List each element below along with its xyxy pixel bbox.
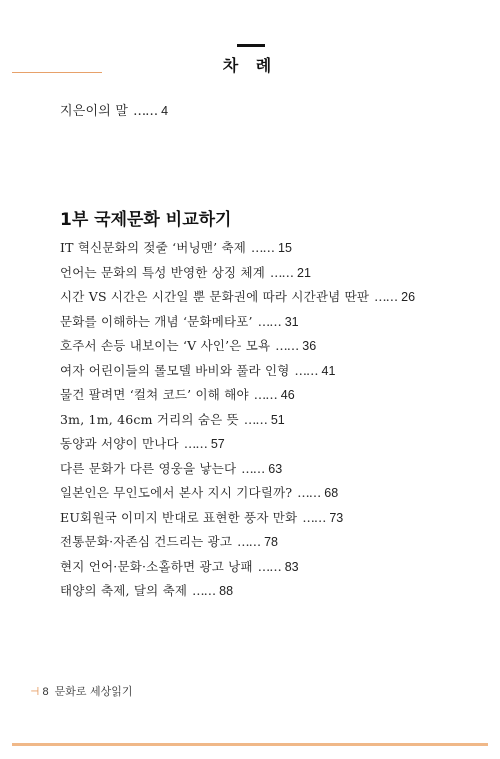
toc-entry-title: 다른 문화가 다른 영웅을 낳는다 (60, 460, 237, 476)
toc-entry-title: 언어는 문화의 특성 반영한 상징 체계 (60, 264, 265, 280)
leader-dots: …… (243, 411, 267, 427)
toc-entry-page: 68 (324, 486, 339, 500)
leader-dots: …… (241, 460, 265, 476)
page-title: 차 례 (222, 56, 278, 75)
toc-entry-page: 88 (219, 584, 234, 598)
toc-entry[interactable] (60, 410, 415, 435)
toc-entry-title: 태양의 축제, 달의 축제 (60, 583, 188, 598)
toc-entry-page: 73 (329, 510, 344, 525)
preface-page-number: 4 (161, 104, 169, 118)
toc-list (60, 238, 415, 606)
toc-entry-page: 31 (284, 314, 299, 329)
toc-entry-page: 83 (284, 559, 299, 574)
toc-entry[interactable] (60, 312, 415, 337)
toc-entry[interactable] (60, 581, 415, 606)
part-title: 1부 국제문화 비교하기 (60, 210, 232, 230)
footer-book-title: 문화로 세상읽기 (54, 685, 133, 698)
toc-entry[interactable] (60, 336, 415, 361)
footer-mark: ⊣ (30, 685, 40, 698)
leader-dots: …… (253, 387, 277, 402)
preface-title: 지은이의 말 (60, 104, 129, 119)
toc-entry-page: 36 (302, 339, 317, 353)
page-footer (30, 683, 132, 699)
toc-entry-page: 51 (270, 412, 285, 427)
toc-entry-title: 일본인은 무인도에서 본사 지시 기다릴까? (60, 485, 293, 500)
toc-entry[interactable] (60, 385, 415, 410)
toc-entry-page: 15 (278, 241, 292, 255)
leader-dots: …… (294, 362, 318, 378)
leader-dots: …… (237, 534, 261, 549)
leader-dots: …… (297, 485, 321, 500)
leader-dots: …… (192, 583, 216, 598)
leader-dots: …… (133, 104, 158, 119)
toc-entry[interactable] (60, 287, 415, 312)
toc-entry-page: 41 (321, 363, 336, 378)
toc-entry[interactable] (60, 361, 415, 386)
toc-entry-page: 21 (297, 265, 311, 280)
toc-entry-page: 63 (268, 461, 283, 476)
leader-dots: …… (257, 558, 281, 574)
toc-entry[interactable] (60, 434, 415, 459)
toc-entry-page: 26 (401, 290, 416, 304)
toc-entry[interactable] (60, 557, 415, 582)
leader-dots: …… (275, 338, 299, 353)
toc-entry-title: 문화를 이해하는 개념 ‘문화메타포’ (60, 313, 253, 329)
toc-entry-title: IT 혁신문화의 젖줄 ‘버닝맨’ 축제 (60, 240, 247, 255)
toc-entry-page: 46 (280, 388, 295, 402)
toc-entry[interactable] (60, 238, 415, 263)
toc-entry-title: EU회원국 이미지 반대로 표현한 풍자 만화 (60, 509, 298, 525)
toc-entry[interactable] (60, 263, 415, 288)
toc-entry[interactable] (60, 508, 415, 533)
toc-entry-page: 78 (264, 535, 279, 549)
toc-entry-title: 시간 VS 시간은 시간일 뿐 문화권에 따라 시간관념 딴판 (60, 289, 370, 304)
toc-entry-title: 동양과 서양이 만나다 (60, 436, 179, 451)
toc-entry-title: 호주서 손등 내보이는 ‘V 사인’은 모욕 (60, 338, 271, 353)
toc-entry-title: 여자 어린이들의 롤모델 바비와 풀라 인형 (60, 362, 290, 378)
leader-dots: …… (374, 289, 398, 304)
toc-entry-title: 3m, 1m, 46cm 거리의 숨은 뜻 (60, 411, 239, 427)
leader-dots: …… (302, 509, 326, 525)
toc-entry-title: 전통문화·자존심 건드리는 광고 (60, 534, 233, 549)
preface-entry[interactable] (60, 100, 168, 119)
leader-dots: …… (257, 313, 281, 329)
bottom-rule (12, 743, 488, 746)
leader-dots: …… (251, 240, 275, 255)
toc-entry[interactable] (60, 459, 415, 484)
title-bar-decoration (237, 44, 265, 47)
toc-entry[interactable] (60, 532, 415, 557)
footer-page-number: 8 (42, 686, 49, 698)
toc-entry[interactable] (60, 483, 415, 508)
leader-dots: …… (270, 264, 293, 280)
toc-entry-title: 물건 팔려면 ‘컬쳐 코드’ 이해 해야 (60, 387, 249, 402)
leader-dots: …… (183, 436, 207, 451)
toc-entry-title: 현지 언어·문화·소홀하면 광고 낭패 (60, 558, 253, 574)
toc-entry-page: 57 (210, 437, 225, 451)
